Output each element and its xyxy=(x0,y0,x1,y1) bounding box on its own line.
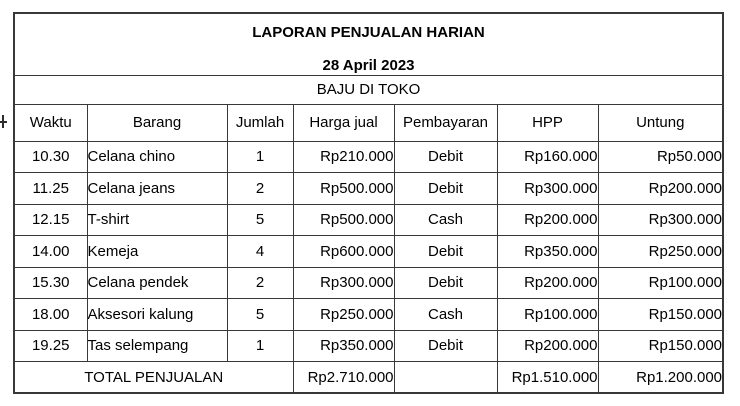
table-row xyxy=(14,141,723,173)
column-header-barang: Barang xyxy=(87,104,227,141)
cell-hpp: Rp200.000 xyxy=(497,204,598,236)
cell-jumlah: 2 xyxy=(227,267,293,299)
cell-pembayaran: Debit xyxy=(394,267,497,299)
cell-waktu: 14.00 xyxy=(14,236,87,268)
report-date: 28 April 2023 xyxy=(322,57,415,75)
column-header-waktu: Waktu xyxy=(14,104,87,141)
header-row xyxy=(14,104,723,141)
cell-hpp: Rp300.000 xyxy=(497,173,598,205)
total-row xyxy=(14,362,723,394)
cell-untung: Rp250.000 xyxy=(598,236,723,268)
cell-jumlah: 4 xyxy=(227,236,293,268)
cell-harga-jual: Rp300.000 xyxy=(293,267,394,299)
cell-harga-jual: Rp350.000 xyxy=(293,330,394,362)
cell-jumlah: 2 xyxy=(227,173,293,205)
cell-harga-jual: Rp500.000 xyxy=(293,204,394,236)
report-title: LAPORAN PENJUALAN HARIAN xyxy=(252,24,485,42)
cell-waktu: 11.25 xyxy=(14,173,87,205)
cell-pembayaran: Debit xyxy=(394,236,497,268)
handle-horizontal-bar xyxy=(0,121,7,124)
table-row xyxy=(14,236,723,268)
cell-barang: Kemeja xyxy=(87,236,227,268)
cell-untung: Rp150.000 xyxy=(598,330,723,362)
cell-barang: Aksesori kalung xyxy=(87,299,227,331)
table-move-handle-icon xyxy=(0,115,8,128)
report-subtitle: BAJU DI TOKO xyxy=(14,75,723,104)
cell-hpp: Rp200.000 xyxy=(497,330,598,362)
table-row xyxy=(14,267,723,299)
cell-harga-jual: Rp600.000 xyxy=(293,236,394,268)
column-header-hpp: HPP xyxy=(497,104,598,141)
cell-untung: Rp100.000 xyxy=(598,267,723,299)
cell-pembayaran: Debit xyxy=(394,141,497,173)
cell-untung: Rp50.000 xyxy=(598,141,723,173)
total-label: TOTAL PENJUALAN xyxy=(14,362,293,394)
cell-waktu: 18.00 xyxy=(14,299,87,331)
cell-jumlah: 1 xyxy=(227,330,293,362)
cell-pembayaran: Cash xyxy=(394,204,497,236)
cell-hpp: Rp350.000 xyxy=(497,236,598,268)
total-pembayaran-empty xyxy=(394,362,497,394)
total-untung: Rp1.200.000 xyxy=(598,362,723,394)
table-row xyxy=(14,173,723,205)
table-row xyxy=(14,204,723,236)
cell-untung: Rp150.000 xyxy=(598,299,723,331)
cell-pembayaran: Debit xyxy=(394,173,497,205)
title-row xyxy=(14,13,723,75)
title-cell xyxy=(14,13,723,75)
column-header-pembayaran: Pembayaran xyxy=(394,104,497,141)
total-harga-jual: Rp2.710.000 xyxy=(293,362,394,394)
cell-harga-jual: Rp210.000 xyxy=(293,141,394,173)
cell-harga-jual: Rp250.000 xyxy=(293,299,394,331)
cell-waktu: 15.30 xyxy=(14,267,87,299)
cell-waktu: 10.30 xyxy=(14,141,87,173)
cell-pembayaran: Debit xyxy=(394,330,497,362)
cell-waktu: 19.25 xyxy=(14,330,87,362)
column-header-untung: Untung xyxy=(598,104,723,141)
column-header-jumlah: Jumlah xyxy=(227,104,293,141)
cell-barang: Tas selempang xyxy=(87,330,227,362)
cell-hpp: Rp200.000 xyxy=(497,267,598,299)
cell-barang: Celana jeans xyxy=(87,173,227,205)
total-hpp: Rp1.510.000 xyxy=(497,362,598,394)
cell-barang: Celana chino xyxy=(87,141,227,173)
cell-pembayaran: Cash xyxy=(394,299,497,331)
cell-jumlah: 5 xyxy=(227,204,293,236)
table-row xyxy=(14,299,723,331)
cell-jumlah: 1 xyxy=(227,141,293,173)
cell-barang: Celana pendek xyxy=(87,267,227,299)
cell-untung: Rp200.000 xyxy=(598,173,723,205)
cell-jumlah: 5 xyxy=(227,299,293,331)
daily-sales-report-table xyxy=(13,12,724,394)
cell-hpp: Rp100.000 xyxy=(497,299,598,331)
table-row xyxy=(14,330,723,362)
cell-hpp: Rp160.000 xyxy=(497,141,598,173)
cell-untung: Rp300.000 xyxy=(598,204,723,236)
cell-harga-jual: Rp500.000 xyxy=(293,173,394,205)
column-header-harga-jual: Harga jual xyxy=(293,104,394,141)
cell-waktu: 12.15 xyxy=(14,204,87,236)
cell-barang: T-shirt xyxy=(87,204,227,236)
subtitle-row xyxy=(14,75,723,104)
